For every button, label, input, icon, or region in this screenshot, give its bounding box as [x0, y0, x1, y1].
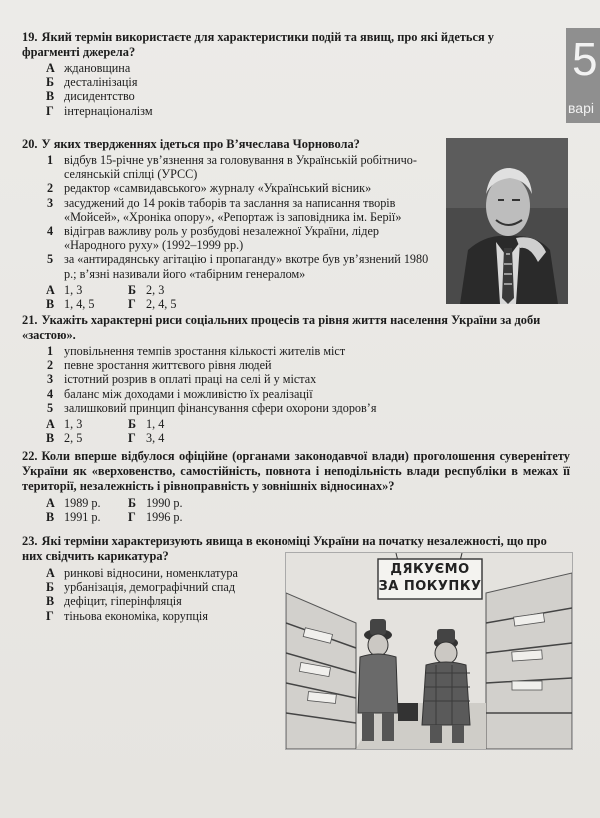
answer-a[interactable]: А 1, 3 — [46, 417, 83, 432]
question-number: 23. — [22, 534, 38, 548]
option-b[interactable]: Б десталінізація — [46, 75, 138, 90]
answer-d[interactable]: Г 1996 р. — [128, 510, 183, 525]
question-number: 21. — [22, 313, 38, 327]
question-text: Укажіть характерні риси соціальних процесів та рівня життя населення України за доби «застою». — [22, 313, 541, 342]
question-number: 19. — [22, 30, 38, 44]
answer-c[interactable]: В 1, 4, 5 — [46, 297, 95, 312]
option-b[interactable]: Б урбанізація, демографічний спад — [46, 580, 236, 595]
answer-a[interactable]: А 1989 р. — [46, 496, 101, 510]
statement-1: 1 відбув 15-річне ув’язнення за головування в Українській робітничо-селянській спілці (УРСС) — [46, 153, 417, 182]
variant-label: варі — [568, 100, 594, 116]
question-20 — [22, 137, 442, 311]
question-number: 22. — [22, 449, 38, 463]
statement-2: 2 редактор «самвидавського» журналу «Український вісник» — [46, 181, 372, 196]
question-19 — [22, 30, 552, 118]
cartoon-sign — [378, 561, 482, 595]
portrait-illustration — [446, 138, 568, 304]
answer-b[interactable]: Б 1, 4 — [128, 417, 165, 432]
option-d[interactable]: Г інтернаціоналізм — [46, 103, 153, 118]
question-number: 20. — [22, 137, 38, 151]
answer-a[interactable]: А 1, 3 — [46, 282, 83, 297]
question-text: Який термін використаєте для характеристики подій та явищ, про які йдеться у фрагменті джерела? — [22, 30, 494, 59]
answer-b[interactable]: Б 2, 3 — [128, 282, 165, 297]
question-text: Коли вперше відбулося офіційне (органами законодавчої влади) проголошення суверенітету України як «верховенство, самостійність, повнота і неподільність влади республіки в межах її території, незалежність і рівноправність у зовнішніх відносинах»? — [22, 449, 570, 493]
option-c[interactable]: В дисидентство — [46, 89, 135, 104]
variant-tab — [566, 28, 600, 123]
option-a[interactable]: А ринкові відносини, номенклатура — [46, 566, 238, 580]
statement-4: 4 баланс між доходами і можливістю їх реалізації — [46, 386, 313, 401]
question-text: У яких твердженнях ідеться про В’ячеслава Чорновола? — [41, 137, 360, 151]
answer-c[interactable]: В 1991 р. — [46, 510, 101, 525]
option-d[interactable]: Г тіньова економіка, корупція — [46, 608, 208, 623]
statement-5: 5 залишковий принцип фінансування сфери охорони здоров’я — [46, 400, 377, 415]
statement-4: 4 відіграв важливу роль у розбудові незалежної України, лідер «Народного руху» (1992–1999 рр.) — [46, 224, 379, 253]
option-c[interactable]: В дефіцит, гіперінфляція — [46, 594, 182, 609]
answer-grid — [46, 496, 570, 524]
question-text: Які терміни характеризують явища в економіці України на початку незалежності, що про них свідчить карикатура? — [22, 534, 547, 563]
portrait-photo — [446, 138, 568, 304]
statement-1: 1 уповільнення темпів зростання кількості жителів міст — [46, 344, 346, 358]
answer-b[interactable]: Б 1990 р. — [128, 496, 183, 510]
cartoon-sign-line1: ДЯКУЄМО — [390, 562, 470, 577]
statement-3: 3 істотний розрив в оплаті праці на селі й у містах — [46, 372, 317, 387]
answer-d[interactable]: Г 3, 4 — [128, 431, 165, 446]
statement-3: 3 засуджений до 14 років таборів та заслання за написання творів «Мойсей», «Хроніка опору», «Репортаж із заповідника ім. Берії» — [46, 195, 402, 224]
question-22 — [22, 449, 570, 524]
question-21 — [22, 313, 570, 445]
cartoon-sign-line2: ЗА ПОКУПКУ — [378, 579, 482, 594]
answer-d[interactable]: Г 2, 4, 5 — [128, 297, 177, 312]
variant-number: 5 — [572, 33, 598, 85]
statement-2: 2 певне зростання життєвого рівня людей — [46, 358, 272, 373]
cartoon-image — [285, 552, 573, 750]
option-a[interactable]: А ждановщина — [46, 61, 131, 75]
answer-grid — [46, 417, 570, 445]
answer-c[interactable]: В 2, 5 — [46, 431, 83, 446]
answer-grid — [46, 283, 442, 311]
statement-5: 5 за «антирадянську агітацію і пропаганду» вкотре був ув’язнений 1980 р.; в’язні називали його «табірним генералом» — [46, 252, 429, 281]
